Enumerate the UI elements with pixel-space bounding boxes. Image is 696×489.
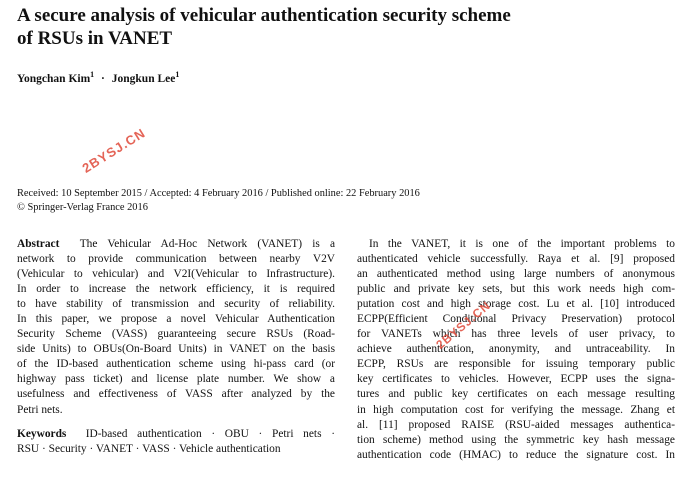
title-line-2: of RSUs in VANET	[17, 28, 173, 49]
intro-line: authenticated vehicle successfully. Raya et al. [9] proposed	[357, 253, 675, 266]
intro-line: tion scheme) method using the symmetric key hash message	[357, 433, 675, 446]
author-name: Yongchan Kim	[17, 72, 91, 85]
abstract-line: In order to increase the network efficiency, it is required	[17, 283, 335, 296]
abstract-column	[17, 237, 335, 457]
intro-line: al. [11] proposed RAISE (RSU-aided messages authentica-	[357, 418, 675, 431]
abstract-line: Petri nets.	[17, 403, 63, 416]
abstract-line: (Vehicular to vehicular) and V2I(Vehicular to Infrastructure).	[17, 268, 335, 281]
intro-line: ECPP, RSUs are responsible for issuing temporary public	[357, 358, 675, 371]
author-separator: ·	[101, 72, 105, 85]
watermark: 2BYSJ.CN	[79, 125, 149, 176]
intro-line: for VANETs which has three levels of user privacy, to	[357, 328, 675, 341]
intro-line: In the VANET, it is one of the important problems to	[369, 238, 675, 250]
abstract-line: In this paper, we propose a novel Vehicular Authentication	[17, 313, 335, 326]
abstract-line: highway pass ticket) and license plate number. We show a	[17, 373, 335, 386]
intro-line: putation cost and high storage cost. Lu et al. [10] introduced	[357, 298, 675, 311]
keywords-text: ID-based authentication · OBU · Petri nets ·	[85, 427, 335, 440]
abstract-text: The Vehicular Ad-Hoc Network (VANET) is a	[79, 238, 335, 250]
title-line-1: A secure analysis of vehicular authentication security scheme	[17, 5, 511, 26]
abstract-heading: Abstract	[17, 238, 60, 250]
publication-dates	[17, 187, 677, 215]
intro-line: ECPP(Efficient Conditional Privacy Preservation) protocol	[357, 313, 675, 326]
abstract-line: of the ID-based authentication scheme using hi-pass card (or	[17, 358, 335, 371]
intro-line: key certificates to vehicles. However, ECPP uses the signa-	[357, 373, 675, 386]
author-name: Jongkun Lee	[111, 72, 176, 85]
abstract-line: usefulness and effectiveness of VASS after analyzed by the	[17, 388, 335, 401]
abstract-line	[17, 237, 335, 252]
received-line: Received: 10 September 2015 / Accepted: 4 February 2016 / Published online: 22 February 2016	[17, 188, 420, 199]
keywords-heading: Keywords	[17, 427, 67, 440]
introduction-column	[357, 237, 675, 463]
abstract-line: Security Scheme (VASS) guaranteeing secure RSUs (Road-	[17, 328, 335, 341]
abstract-line: network to provide communication between nearby V2V	[17, 253, 335, 266]
keywords-line: RSU · Security · VANET · VASS · Vehicle authentication	[17, 442, 281, 455]
intro-line: authentication code (HMAC) to reduce the signature cost. In	[357, 448, 675, 461]
intro-line: public and private key sets, but this work needs high com-	[357, 283, 675, 296]
keywords-line	[17, 427, 335, 442]
watermark: 2BYSJ.CN	[433, 298, 494, 352]
author-list	[17, 68, 179, 86]
intro-line: in high computation cost for verifying the message. Zhang et	[357, 403, 675, 416]
copyright-line: © Springer-Verlag France 2016	[17, 202, 148, 213]
author-affiliation-mark: 1	[90, 70, 95, 79]
intro-line: tures and public key certificates on each message resulting	[357, 388, 675, 401]
intro-line: achieve authentication, anonymity, and untraceability. In	[357, 343, 675, 356]
author-affiliation-mark: 1	[175, 70, 180, 79]
abstract-line: to have stability of transmission and security of reliability.	[17, 298, 335, 311]
intro-line: an authenticated method using large numbers of anonymous	[357, 268, 675, 281]
abstract-line: side Units) to OBUs(On-Board Units) in VANET on the basis	[17, 343, 335, 356]
paper-title	[17, 4, 677, 50]
